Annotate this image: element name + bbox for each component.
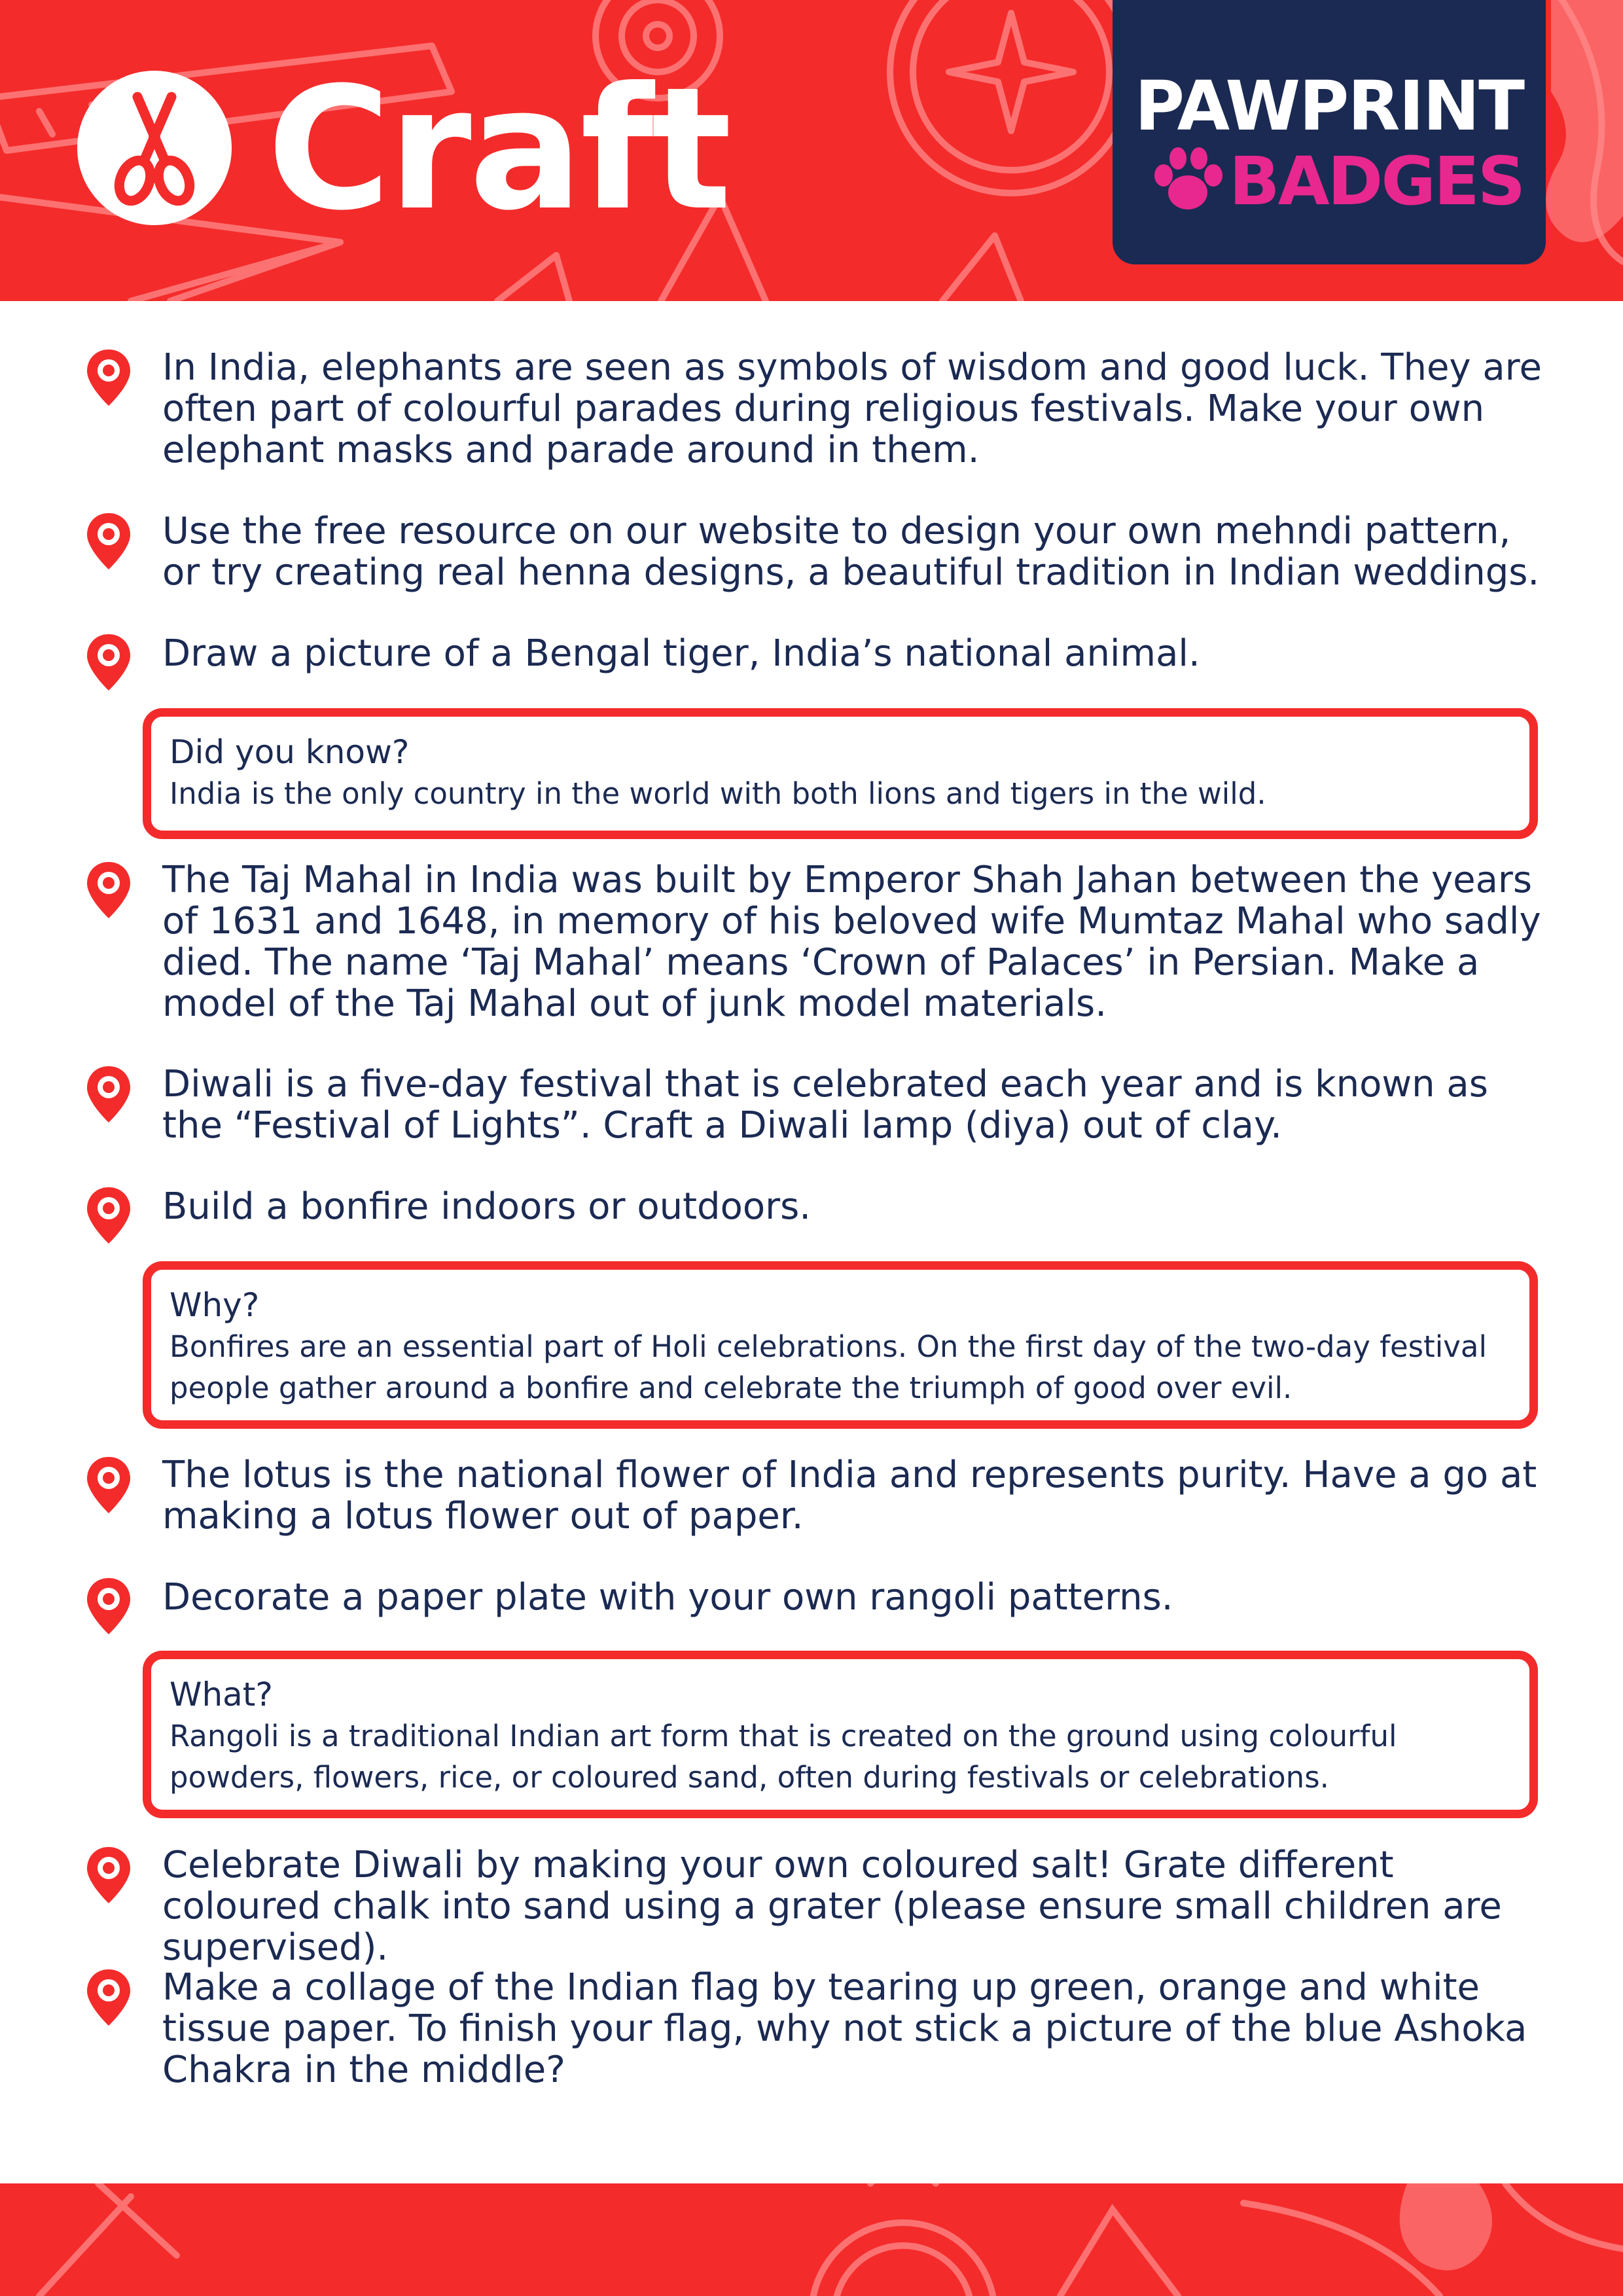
fact-body: Rangoli is a traditional Indian art form that is created on the ground using colourful powders, flowers, rice, or coloured sand, often during festivals or celebrations.: [169, 1719, 1397, 1795]
map-pin-icon: [85, 1186, 132, 1245]
brand-name-text: PAWPRINT: [1134, 66, 1524, 146]
item-text: The Taj Mahal in India was built by Emperor Shah Jahan between the years of 1631 and 1648, in memory of his beloved wife Mumtaz Mahal who sadly died. The name ‘Taj Mahal’ means ‘Crown of Palaces’ in Persian. Make a model of the Taj Mahal out of junk model materials.: [162, 859, 1541, 1025]
fact-title: What?: [169, 1676, 273, 1713]
brand-badges-text: BADGES: [1229, 143, 1524, 221]
map-pin-icon: [85, 1456, 132, 1515]
doodle-pattern-icon: [0, 2183, 1623, 2296]
fact-title: Did you know?: [169, 733, 410, 771]
item-text: Celebrate Diwali by making your own coloured salt! Grate different coloured chalk into sand using a grater (please ensure small children are supervised).: [162, 1844, 1502, 1969]
fact-box-why: [143, 1261, 1538, 1429]
item-text: Make a collage of the Indian flag by tearing up green, orange and white tissue paper. To finish your flag, why not stick a picture of the blue Ashoka Chakra in the middle?: [162, 1966, 1527, 2091]
item-text: Diwali is a five-day festival that is celebrated each year and is known as the “Festival of Lights”. Craft a Diwali lamp (diya) out of clay.: [162, 1063, 1488, 1147]
brand-logo: [1113, 0, 1546, 264]
map-pin-icon: [85, 1846, 132, 1905]
item-text: Use the free resource on our website to design your own mehndi pattern, or try creating real henna designs, a beautiful tradition in Indian weddings.: [162, 510, 1540, 594]
fact-body: India is the only country in the world with both lions and tigers in the wild.: [169, 776, 1266, 811]
item-text: In India, elephants are seen as symbols of wisdom and good luck. They are often part of colourful parades during religious festivals. Make your own elephant masks and parade around in them.: [162, 346, 1542, 471]
fact-body: Bonfires are an essential part of Holi celebrations. On the first day of the two-day festival people gather around a bonfire and celebrate the triumph of good over evil.: [169, 1329, 1487, 1405]
map-pin-icon: [85, 861, 132, 920]
map-pin-icon: [85, 1065, 132, 1124]
paw-print-icon: [1149, 145, 1226, 217]
fact-box-what: [143, 1651, 1538, 1818]
fact-box-did-you-know: [143, 708, 1538, 839]
item-text: Build a bonfire indoors or outdoors.: [162, 1185, 812, 1228]
map-pin-icon: [85, 512, 132, 571]
header-banner: [0, 0, 1623, 301]
map-pin-icon: [85, 1577, 132, 1636]
item-text: Draw a picture of a Bengal tiger, India’s national animal.: [162, 632, 1200, 675]
item-text: Decorate a paper plate with your own rangoli patterns.: [162, 1576, 1173, 1619]
footer-banner: [0, 2183, 1623, 2296]
map-pin-icon: [85, 348, 132, 407]
craft-logo: [77, 71, 232, 225]
map-pin-icon: [85, 1968, 132, 2027]
item-text: The lotus is the national flower of India and represents purity. Have a go at making a lotus flower out of paper.: [162, 1454, 1537, 1537]
scissors-icon: [77, 71, 232, 225]
page-title: Craft: [267, 51, 730, 247]
fact-title: Why?: [169, 1286, 260, 1324]
map-pin-icon: [85, 633, 132, 692]
